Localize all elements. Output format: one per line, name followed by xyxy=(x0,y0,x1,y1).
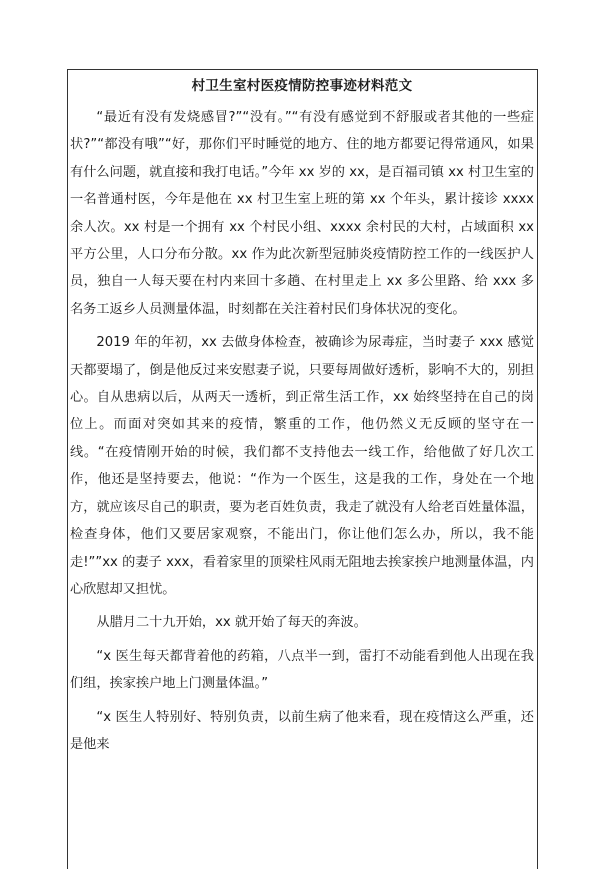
paragraph-3: 从腊月二十九开始，xx 就开始了每天的奔波。 xyxy=(96,615,367,631)
document-title: 村卫生室村医疫情防控事迹材料范文 xyxy=(191,78,413,94)
paragraph-2: 2019 年的年初，xx 去做身体检查，被确诊为尿毒症，当时妻子 xxx 感觉天都要塌了，倒是他反过来安慰妻子说，只要每周做好透析，影响不大的，别担心。自从患病以后，从两天一透析，到正常生活工作，xx 始终坚持在自己的岗位上。而面对突如其来的疫情，繁重的工作，他仍然义无反顾的坚守在一线。“在疫情刚开始的时候，我们都不支持他去一线工作，给他做了好几次工作，他还是坚持要去，他说：“作为一个医生，这是我的工作，身处在一个地方，就应该尽自己的职责，要为老百姓负责，我走了就没有人给老百姓量体温，检查身体，他们又要居家观察，不能出门，你让他们怎么办，所以，我不能走!””xx 的妻子 xxx，看着家里的顶梁柱风雨无阻地去挨家挨户地测量体温，内心欣慰却又担忧。 xyxy=(70,335,534,597)
paragraph-1: “最近有没有发烧感冒?”“没有。”“有没有感觉到不舒服或者其他的一些症状?”“都没有哦”“好，那你们平时睡觉的地方、住的地方都要记得常通风，如果有什么问题，就直接和我打电话。”今年 xx 岁的 xx，是百福司镇 xx 村卫生室的一名普通村医，今年是他在 xx 村卫生室上班的第 xx 个年头，累计接诊 xxxx 余人次。xx 村是一个拥有 xx 个村民小组、xxxx 余村民的大村，占域面积 xx 平方公里，人口分布分散。xx 作为此次新型冠肺炎疫情防控工作的一线医护人员，独自一人每天要在村内来回十多趟、在村里走上 xx 多公里路、给 xxx 多名务工返乡人员测量体温，时刻都在关注着村民们身体状况的变化。 xyxy=(70,110,534,317)
paragraph-4: “x 医生每天都背着他的药箱，八点半一到，雷打不动能看到他人出现在我们组，挨家挨户地上门测量体温。” xyxy=(70,648,534,692)
document-body xyxy=(70,76,534,764)
paragraph-5: “x 医生人特别好、特别负责，以前生病了他来看，现在疫情这么严重，还是他来 xyxy=(70,709,534,752)
